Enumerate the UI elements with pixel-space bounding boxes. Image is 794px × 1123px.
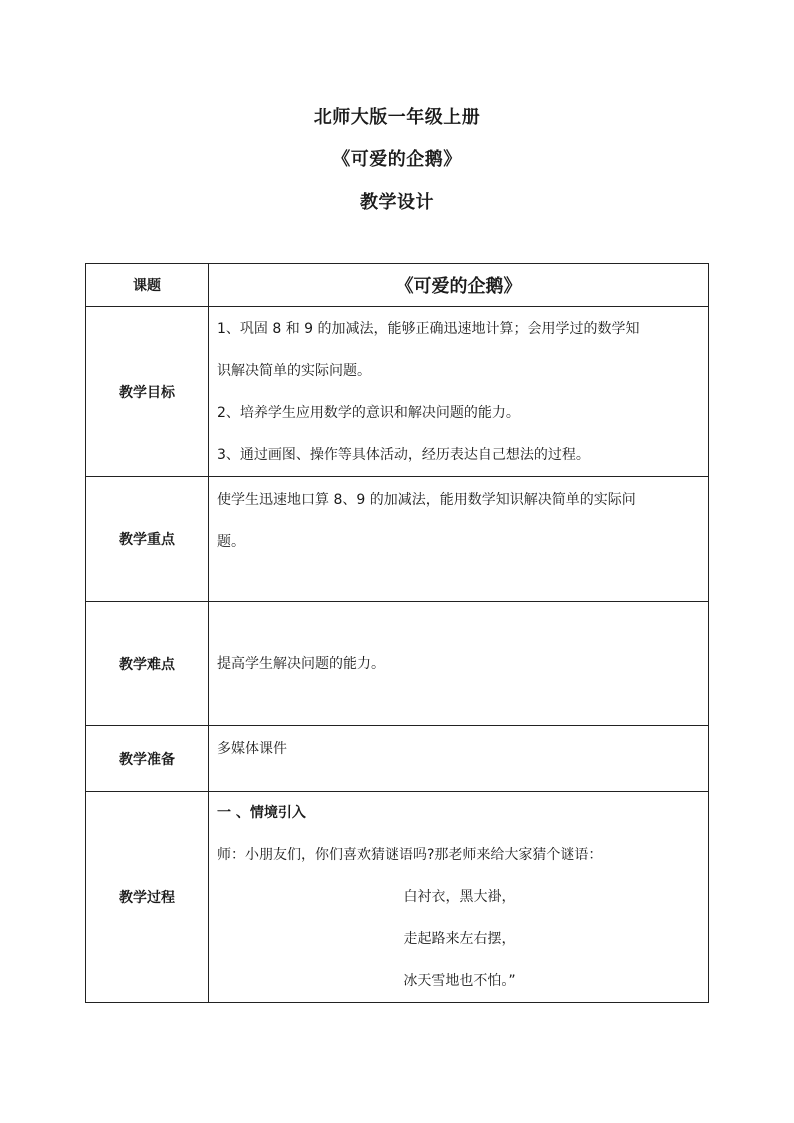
topic-row [86,264,709,307]
key-point-line: 题。 [217,534,245,550]
difficulties-content [209,602,709,726]
key-points-content [209,477,709,602]
difficulties-text: 提高学生解决问题的能力。 [217,655,385,672]
doc-title-lesson: 《可爱的企鹅》 [332,149,462,170]
preparation-text: 多媒体课件 [217,741,287,757]
goal-line: 3、通过画图、操作等具体活动，经历表达自己想法的过程。 [217,447,590,463]
goals-label: 教学目标 [86,307,209,477]
preparation-label: 教学准备 [86,726,209,792]
goals-row [86,307,709,477]
lesson-plan-table [85,263,709,1003]
process-row [86,792,709,1003]
preparation-content [209,726,709,792]
riddle-line: 白衬衣，黑大褂， [403,889,516,905]
key-point-line: 使学生迅速地口算 8、9 的加减法，能用数学知识解决简单的实际问 [217,492,636,508]
difficulties-row [86,602,709,726]
goal-line: 2、培养学生应用数学的意识和解决问题的能力。 [217,405,520,421]
process-section-title: 一 、情境引入 [217,805,306,821]
goals-content [209,307,709,477]
doc-title-edition: 北师大版一年级上册 [313,107,481,128]
topic-value: 《可爱的企鹅》 [209,264,709,307]
process-intro: 师：小朋友们，你们喜欢猜谜语吗?那老师来给大家猜个谜语： [217,847,603,863]
preparation-row [86,726,709,792]
doc-title-type: 教学设计 [360,192,434,213]
process-content [209,792,709,1003]
riddle-line: 走起路来左右摆， [403,931,516,947]
difficulties-label: 教学难点 [86,602,209,726]
goal-line: 1、巩固 8 和 9 的加减法，能够正确迅速地计算；会用学过的数学知 [217,321,640,337]
process-label: 教学过程 [86,792,209,1003]
goal-line: 识解决简单的实际问题。 [217,363,371,379]
topic-label: 课题 [86,264,209,307]
riddle-line: 冰天雪地也不怕。” [403,973,516,989]
key-points-label: 教学重点 [86,477,209,602]
key-points-row [86,477,709,602]
